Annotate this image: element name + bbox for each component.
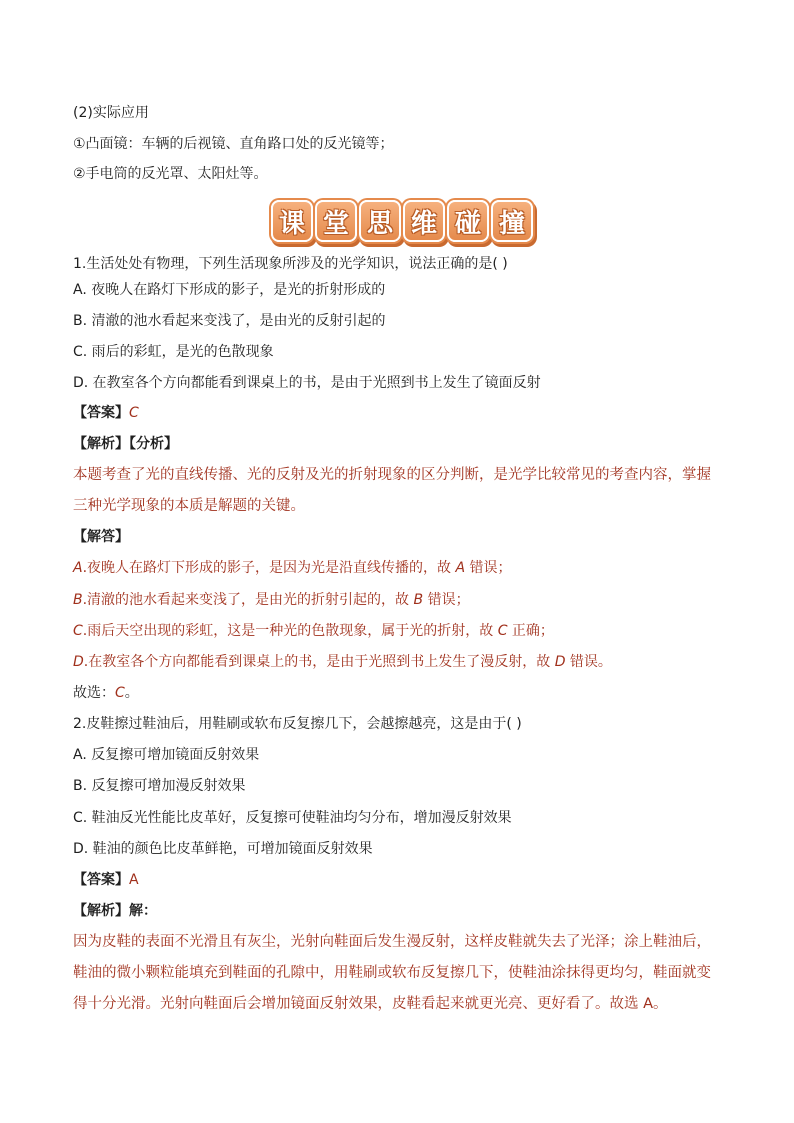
application-item-1: ①凸面镜：车辆的后视镜、直角路口处的反光镜等； bbox=[73, 136, 394, 152]
section-heading: (2)实际应用 bbox=[73, 105, 149, 121]
question-2-analysis: 因为皮鞋的表面不光滑且有灰尘，光射向鞋面后发生漫反射，这样皮鞋就失去了光泽；涂上鞋油后，鞋油的微小颗粒能填充到鞋面的孔隙中，用鞋刷或软布反复擦几下，使鞋油涂抹得更均匀，鞋面就变得十分光滑。光射向鞋面后会增加镜面反射效果，皮鞋看起来就更光亮、更好看了。故选 A。 bbox=[73, 934, 711, 1012]
answer-value: A bbox=[129, 872, 139, 888]
answer-label: 【答案】 bbox=[73, 405, 129, 421]
banner-char: 思 bbox=[359, 200, 401, 242]
question-1-answer bbox=[73, 403, 723, 423]
banner-char: 课 bbox=[271, 200, 313, 242]
question-1-option-c: C. 雨后的彩虹，是光的色散现象 bbox=[73, 344, 274, 360]
section-banner bbox=[271, 200, 533, 242]
solution-line-a: A.夜晚人在路灯下形成的影子，是因为光是沿直线传播的，故 A 错误； bbox=[73, 560, 512, 576]
answer-value: C bbox=[129, 405, 139, 421]
question-1-option-b: B. 清澈的池水看起来变浅了，是由光的反射引起的 bbox=[73, 313, 386, 329]
answer-label: 【答案】 bbox=[73, 872, 129, 888]
question-1-analysis: 本题考查了光的直线传播、光的反射及光的折射现象的区分判断，是光学比较常见的考查内容，掌握三种光学现象的本质是解题的关键。 bbox=[73, 467, 711, 514]
question-1-option-a: A. 夜晚人在路灯下形成的影子，是光的折射形成的 bbox=[73, 282, 386, 298]
question-2-option-a: A. 反复擦可增加镜面反射效果 bbox=[73, 747, 260, 763]
solution-line-b: B.清澈的池水看起来变浅了，是由光的折射引起的，故 B 错误； bbox=[73, 592, 470, 608]
solution-line-c: C.雨后天空出现的彩虹，这是一种光的色散现象，属于光的折射，故 C 正确； bbox=[73, 623, 554, 639]
question-2-stem: 2.皮鞋擦过鞋油后，用鞋刷或软布反复擦几下，会越擦越亮，这是由于( ) bbox=[73, 716, 522, 732]
question-2-answer bbox=[73, 870, 723, 890]
question-2-option-c: C. 鞋油反光性能比皮革好，反复擦可使鞋油均匀分布，增加漫反射效果 bbox=[73, 810, 512, 826]
question-2-option-b: B. 反复擦可增加漫反射效果 bbox=[73, 778, 246, 794]
question-2-option-d: D. 鞋油的颜色比皮革鲜艳，可增加镜面反射效果 bbox=[73, 841, 373, 857]
question-1-solution-label: 【解答】 bbox=[73, 529, 129, 545]
question-1-choice: 故选：C。 bbox=[73, 685, 139, 701]
application-item-2: ②手电筒的反光罩、太阳灶等。 bbox=[73, 166, 268, 182]
banner-char: 碰 bbox=[447, 200, 489, 242]
solution-line-d: D.在教室各个方向都能看到课桌上的书，是由于光照到书上发生了漫反射，故 D 错误。 bbox=[73, 654, 612, 670]
question-1-option-d: D. 在教室各个方向都能看到课桌上的书，是由于光照到书上发生了镜面反射 bbox=[73, 375, 541, 391]
question-2-analysis-label: 【解析】解： bbox=[73, 903, 157, 919]
question-1-stem: 1.生活处处有物理，下列生活现象所涉及的光学知识，说法正确的是( ) bbox=[73, 256, 508, 272]
question-1-analysis-label: 【解析】【分析】 bbox=[73, 436, 178, 452]
banner-char: 撞 bbox=[491, 200, 533, 242]
banner-char: 维 bbox=[403, 200, 445, 242]
banner-char: 堂 bbox=[315, 200, 357, 242]
